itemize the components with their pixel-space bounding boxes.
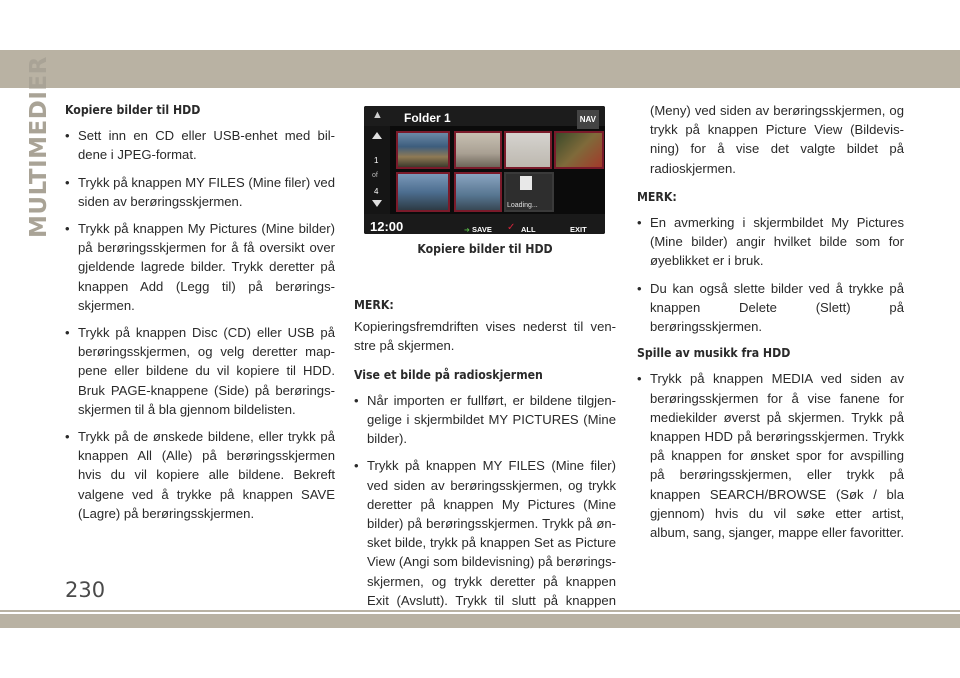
screen-clock: 12:00 xyxy=(370,219,404,234)
footer-rule xyxy=(0,610,960,612)
section-side-label: MULTIMEDIER xyxy=(26,56,52,238)
picture-thumbnail xyxy=(454,131,502,169)
column-3 xyxy=(637,101,904,550)
section-heading-show-picture: Vise et bilde på radioskjermen xyxy=(354,367,543,382)
list-item: • Når importen er fullført, er bildene tilgjen-gelige i skjermbildet MY PICTURES (Mine bilder). xyxy=(354,391,616,449)
list-item: • Sett inn en CD eller USB-enhet med bil-dene i JPEG-format. xyxy=(65,126,335,164)
column-2-text xyxy=(354,296,616,637)
continued-text: (Meny) ved siden av berøringsskjermen, og trykk på knappen Picture View (Bildevis-ning) for å vise det valgte bildet på radioskjermen. xyxy=(650,103,904,176)
screen-header-bar xyxy=(364,106,605,126)
picture-thumbnail xyxy=(454,172,502,212)
picture-thumbnail xyxy=(396,172,450,212)
list-item: • En avmerking i skjermbildet My Pictures (Mine bilder) angir hvilket bilde som for øyeblikket er i bruk. xyxy=(637,213,904,271)
save-arrow-icon: ➜ xyxy=(464,227,470,234)
list-item: • Trykk på knappen MY FILES (Mine filer) ved siden av berøringsskjermen. xyxy=(65,173,335,211)
folder-up-icon: ▲ xyxy=(372,109,383,121)
picture-thumbnail xyxy=(554,131,604,169)
list-item: • Trykk på knappen MEDIA ved siden av berøringsskjermen for å vise fanene for mediekilder øverst på skjermen. Trykk på knappen HDD på berøringsskjermen. Trykk på knappen for ønsket spor for avspilling på berøringsskjermen, eller trykk på knappen SEARCH/BROWSE (Søk / bla gjennom) hvis du vil søke etter artist, album, sang, sjanger, mappe eller favoritter. xyxy=(637,369,904,542)
footer-band xyxy=(0,614,960,628)
list-item: • Du kan også slette bilder ved å trykke på knappen Delete (Slett) på berøringsskjermen. xyxy=(637,279,904,337)
list-item: • Trykk på de ønskede bildene, eller trykk på knappen All (Alle) på berøringsskjermen hvis du vil kopiere alle bildene. Bekreft valgene ved å trykke på knappen SAVE (Lagre) på berøringsskjermen. xyxy=(65,427,335,523)
screen-exit-button: EXIT xyxy=(570,225,587,234)
picture-thumbnail xyxy=(396,131,450,169)
screen-nav-button: NAV xyxy=(577,110,599,129)
copy-steps-list xyxy=(65,126,335,523)
document-icon xyxy=(520,176,532,190)
loading-label: Loading... xyxy=(507,202,538,209)
list-item: • Trykk på knappen My Pictures (Mine bilder) på berøringsskjermen for å få oversikt over gjeldende lagrede bilder. Trykk deretter på knappen Add (Legg til) på berørings-skjermen. xyxy=(65,219,335,315)
screen-page-total: 4 xyxy=(374,187,379,196)
play-music-steps-list xyxy=(637,369,904,542)
page-number: 230 xyxy=(65,578,106,602)
column-1 xyxy=(65,101,335,531)
note-heading: MERK: xyxy=(354,298,394,312)
page-down-icon xyxy=(372,200,382,207)
section-heading-play-music: Spille av musikk fra HDD xyxy=(637,346,791,361)
section-heading-copy-pictures: Kopiere bilder til HDD xyxy=(65,103,201,117)
note-list xyxy=(637,213,904,336)
note-text: Kopieringsfremdriften vises nederst til ven-stre på skjermen. xyxy=(354,319,616,354)
checkmark-icon: ✓ xyxy=(507,222,516,233)
screen-page-of: of xyxy=(372,172,378,179)
column-2-figure xyxy=(354,101,616,259)
header-band xyxy=(0,50,960,88)
note-heading: MERK: xyxy=(637,189,677,204)
radio-screen-figure xyxy=(364,106,605,234)
list-item: • Trykk på knappen Disc (CD) eller USB på berøringsskjermen, og velg deretter map-pene eller bildene du vil kopiere til HDD. Bruk PAGE-knappene (Side) på berørings-skjermen til å bla gjennom bildelisten. xyxy=(65,323,335,419)
screen-page-index: 1 xyxy=(374,156,379,165)
page-up-icon xyxy=(372,132,382,139)
figure-caption: Kopiere bilder til HDD xyxy=(417,242,553,256)
picture-thumbnail xyxy=(504,131,552,169)
show-picture-steps-list xyxy=(354,391,616,629)
screen-all-button: ALL xyxy=(521,225,536,234)
screen-save-button: SAVE xyxy=(472,225,492,234)
list-item: • Trykk på knappen MY FILES (Mine filer) ved siden av berøringsskjermen, og trykk deretter på knappen My Pictures (Mine bilder) på berøringsskjermen. Trykk på øn-sket bilde, trykk på knappen Set as Picture View (Angi som bildevisning) på berørings-skjermen, og trykk deretter på knappen Exit (Avslutt). Trykk til slutt på knappen xyxy=(354,456,616,629)
screen-folder-title: Folder 1 xyxy=(404,111,451,125)
